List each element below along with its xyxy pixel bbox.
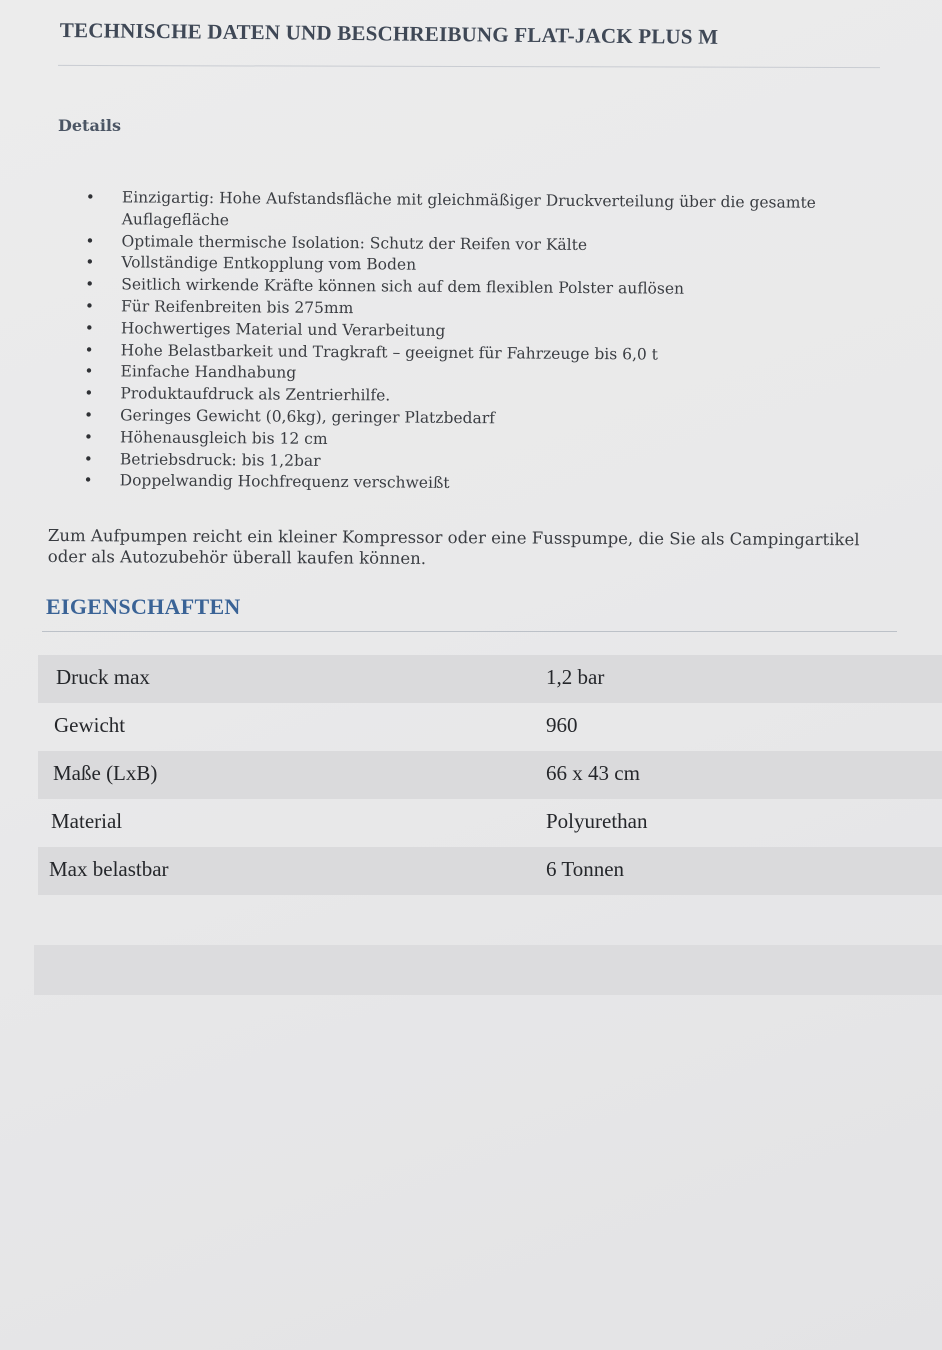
property-label: Material	[51, 809, 123, 833]
bullet-icon: •	[85, 253, 95, 272]
bullet-icon: •	[84, 297, 94, 316]
feature-text: Doppelwandig Hochfrequenz verschweißt	[119, 471, 450, 493]
bullet-icon: •	[83, 427, 93, 446]
bullet-icon: •	[84, 406, 94, 425]
feature-item	[80, 187, 870, 237]
feature-list	[78, 187, 870, 498]
bullet-icon: •	[85, 275, 95, 294]
title-divider	[58, 65, 880, 68]
property-label: Max belastbar	[49, 857, 169, 881]
feature-text: Einfache Handhabung	[120, 362, 297, 383]
property-value: Polyurethan	[546, 809, 648, 833]
bullet-icon: •	[84, 318, 94, 337]
feature-text: Optimale thermische Isolation: Schutz der Reifen vor Kälte	[121, 231, 588, 254]
bullet-icon: •	[83, 449, 93, 468]
property-label: Druck max	[56, 665, 150, 689]
table-row	[38, 799, 942, 847]
property-value: 960	[546, 713, 578, 737]
feature-text: Einzigartig: Hohe Aufstandsfläche mit gleichmäßiger Druckverteilung über die gesamte Auflagefläche	[121, 188, 816, 229]
feature-text: Hochwertiges Material und Verarbeitung	[120, 319, 446, 340]
document-title: TECHNISCHE DATEN UND BESCHREIBUNG FLAT-JACK PLUS M	[59, 18, 719, 49]
property-value: 1,2 bar	[546, 665, 605, 689]
properties-heading: EIGENSCHAFTEN	[46, 594, 241, 619]
feature-text: Betriebsdruck: bis 1,2bar	[119, 449, 321, 470]
feature-text: Seitlich wirkende Kräfte können sich auf dem flexiblen Polster auflösen	[121, 275, 685, 298]
property-value: 66 x 43 cm	[546, 761, 640, 785]
empty-table-row	[34, 945, 942, 995]
intro-paragraph: Zum Aufpumpen reicht ein kleiner Kompressor oder eine Fusspumpe, die Sie als Campingartikel oder als Autozubehör überall kaufen können.	[47, 526, 860, 568]
bullet-icon: •	[83, 471, 93, 490]
table-row	[38, 751, 942, 799]
feature-text: Hohe Belastbarkeit und Tragkraft – geeignet für Fahrzeuge bis 6,0 t	[120, 340, 659, 364]
property-label: Gewicht	[54, 713, 126, 737]
details-heading: Details	[58, 116, 121, 135]
table-row	[38, 847, 942, 895]
properties-divider	[42, 631, 897, 632]
property-label: Maße (LxB)	[53, 761, 158, 785]
feature-text: Produktaufdruck als Zentrierhilfe.	[120, 384, 391, 405]
feature-text: Geringes Gewicht (0,6kg), geringer Platzbedarf	[120, 406, 495, 428]
property-value: 6 Tonnen	[546, 857, 625, 881]
bullet-icon: •	[85, 231, 95, 250]
table-row	[38, 655, 942, 703]
bullet-icon: •	[84, 340, 94, 359]
bullet-icon: •	[84, 362, 94, 381]
bullet-icon: •	[84, 384, 94, 403]
properties-table	[38, 655, 942, 895]
bullet-icon: •	[85, 188, 95, 207]
feature-text: Höhenausgleich bis 12 cm	[119, 428, 328, 448]
feature-text: Für Reifenbreiten bis 275mm	[120, 297, 354, 318]
table-row	[38, 703, 942, 751]
feature-text: Vollständige Entkopplung vom Boden	[121, 253, 417, 275]
